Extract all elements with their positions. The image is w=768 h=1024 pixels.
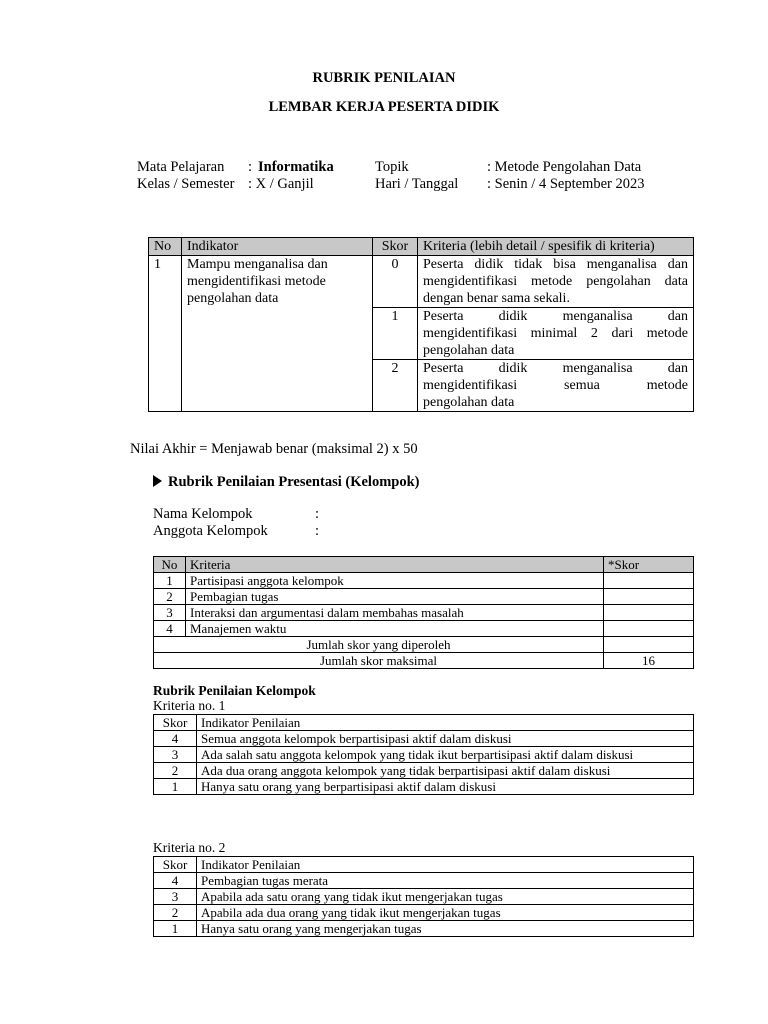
table-row <box>154 621 694 637</box>
header-skor: *Skor <box>604 557 694 573</box>
header-skor: Skor <box>154 857 197 873</box>
maks-row <box>154 653 694 669</box>
nilai-akhir-text: Nilai Akhir = Menjawab benar (maksimal 2) x 50 <box>130 441 418 457</box>
kriteria-line: pengolahan data <box>423 343 515 358</box>
row-skor: 4 <box>154 731 197 747</box>
mapel-sep: : <box>248 159 253 175</box>
main-rubric-table <box>148 237 694 412</box>
rubrik-kelompok-heading: Rubrik Penilaian Kelompok <box>153 683 316 698</box>
indikator-line: pengolahan data <box>187 291 279 306</box>
row-skor-cell[interactable] <box>604 605 694 621</box>
hari-value: : Senin / 4 September 2023 <box>487 176 645 192</box>
indikator-line: Mampu menganalisa dan <box>187 257 328 272</box>
table-header-row <box>154 557 694 573</box>
row-skor-cell[interactable] <box>604 621 694 637</box>
indikator-line: mengidentifikasi metode <box>187 274 326 289</box>
row-kriteria: Interaksi dan argumentasi dalam membahas masalah <box>186 605 604 621</box>
document-title: RUBRIK PENILAIAN <box>312 70 456 86</box>
row-kriteria: Pembagian tugas <box>186 589 604 605</box>
header-indikator: Indikator Penilaian <box>197 715 694 731</box>
maks-value: 16 <box>604 653 694 669</box>
kriteria-line: Peserta didik tidak bisa menganalisa dan <box>423 257 688 272</box>
row-kriteria: Partisipasi anggota kelompok <box>186 573 604 589</box>
row-kriteria <box>418 308 694 360</box>
kriteria-line: pengolahan data <box>423 395 515 410</box>
table-row <box>154 763 694 779</box>
table-header-row <box>154 715 694 731</box>
row-skor: 3 <box>154 747 197 763</box>
table-row <box>149 256 694 308</box>
row-skor: 4 <box>154 873 197 889</box>
hari-label: Hari / Tanggal <box>375 176 459 192</box>
table-row <box>154 905 694 921</box>
row-indikator: Hanya satu orang yang mengerjakan tugas <box>197 921 694 937</box>
row-kriteria <box>418 360 694 412</box>
kriteria-line: dengan benar sama sekali. <box>423 291 570 306</box>
header-indikator: Indikator <box>182 238 373 256</box>
row-indikator: Semua anggota kelompok berpartisipasi aktif dalam diskusi <box>197 731 694 747</box>
mapel-value: Informatika <box>258 159 334 175</box>
nama-kelompok-label: Nama Kelompok <box>153 506 253 522</box>
table-header-row <box>149 238 694 256</box>
row-skor: 3 <box>154 889 197 905</box>
row-skor: 0 <box>373 256 418 308</box>
header-no: No <box>149 238 182 256</box>
table-header-row <box>154 857 694 873</box>
row-skor: 1 <box>154 779 197 795</box>
kelas-value: : X / Ganjil <box>248 176 314 192</box>
topik-value: : Metode Pengolahan Data <box>487 159 642 175</box>
row-indikator <box>182 256 373 412</box>
row-kriteria <box>418 256 694 308</box>
kriteria-line: mengidentifikasi semua metode <box>423 378 688 393</box>
header-indikator: Indikator Penilaian <box>197 857 694 873</box>
kriteria-2-label: Kriteria no. 2 <box>153 840 226 855</box>
row-skor: 2 <box>154 763 197 779</box>
row-no: 1 <box>154 573 186 589</box>
table-row <box>154 779 694 795</box>
table-row <box>154 873 694 889</box>
row-skor: 1 <box>154 921 197 937</box>
header-kriteria: Kriteria (lebih detail / spesifik di kriteria) <box>418 238 694 256</box>
header-no: No <box>154 557 186 573</box>
table-row <box>154 605 694 621</box>
row-skor: 2 <box>373 360 418 412</box>
nama-kelompok-colon: : <box>315 506 320 522</box>
row-indikator: Apabila ada satu orang yang tidak ikut mengerjakan tugas <box>197 889 694 905</box>
row-indikator: Hanya satu orang yang berpartisipasi aktif dalam diskusi <box>197 779 694 795</box>
arrow-bullet-icon <box>153 475 162 487</box>
presentasi-heading-text: Rubrik Penilaian Presentasi (Kelompok) <box>168 474 420 490</box>
anggota-kelompok-colon: : <box>315 523 320 539</box>
kriteria-line: mengidentifikasi metode pengolahan data <box>423 274 688 289</box>
table-row <box>154 889 694 905</box>
kriteria-line: Peserta didik menganalisa dan <box>423 309 688 324</box>
jumlah-value[interactable] <box>604 637 694 653</box>
kelas-label: Kelas / Semester <box>137 176 235 192</box>
jumlah-row <box>154 637 694 653</box>
kriteria-2-table <box>153 856 694 937</box>
kriteria-1-table <box>153 714 694 795</box>
presentasi-heading <box>153 474 419 491</box>
document-subtitle: LEMBAR KERJA PESERTA DIDIK <box>268 99 500 115</box>
table-row <box>154 573 694 589</box>
presentasi-table <box>153 556 694 669</box>
header-skor: Skor <box>373 238 418 256</box>
table-row <box>154 731 694 747</box>
topik-label: Topik <box>375 159 409 175</box>
anggota-kelompok-label: Anggota Kelompok <box>153 523 268 539</box>
row-indikator: Pembagian tugas merata <box>197 873 694 889</box>
row-skor-cell[interactable] <box>604 573 694 589</box>
row-indikator: Ada dua orang anggota kelompok yang tidak berpartisipasi aktif dalam diskusi <box>197 763 694 779</box>
mapel-label: Mata Pelajaran <box>137 159 225 175</box>
kriteria-1-label: Kriteria no. 1 <box>153 698 226 713</box>
kriteria-line: mengidentifikasi minimal 2 dari metode <box>423 326 688 341</box>
row-indikator: Ada salah satu anggota kelompok yang tidak ikut berpartisipasi aktif dalam diskusi <box>197 747 694 763</box>
maks-label: Jumlah skor maksimal <box>154 653 604 669</box>
row-skor: 2 <box>154 905 197 921</box>
row-no: 1 <box>149 256 182 412</box>
kriteria-line: Peserta didik menganalisa dan <box>423 361 688 376</box>
row-kriteria: Manajemen waktu <box>186 621 604 637</box>
header-skor: Skor <box>154 715 197 731</box>
header-kriteria: Kriteria <box>186 557 604 573</box>
row-no: 3 <box>154 605 186 621</box>
row-skor-cell[interactable] <box>604 589 694 605</box>
jumlah-label: Jumlah skor yang diperoleh <box>154 637 604 653</box>
row-indikator: Apabila ada dua orang yang tidak ikut mengerjakan tugas <box>197 905 694 921</box>
table-row <box>154 747 694 763</box>
row-no: 2 <box>154 589 186 605</box>
row-skor: 1 <box>373 308 418 360</box>
row-no: 4 <box>154 621 186 637</box>
table-row <box>154 589 694 605</box>
table-row <box>154 921 694 937</box>
